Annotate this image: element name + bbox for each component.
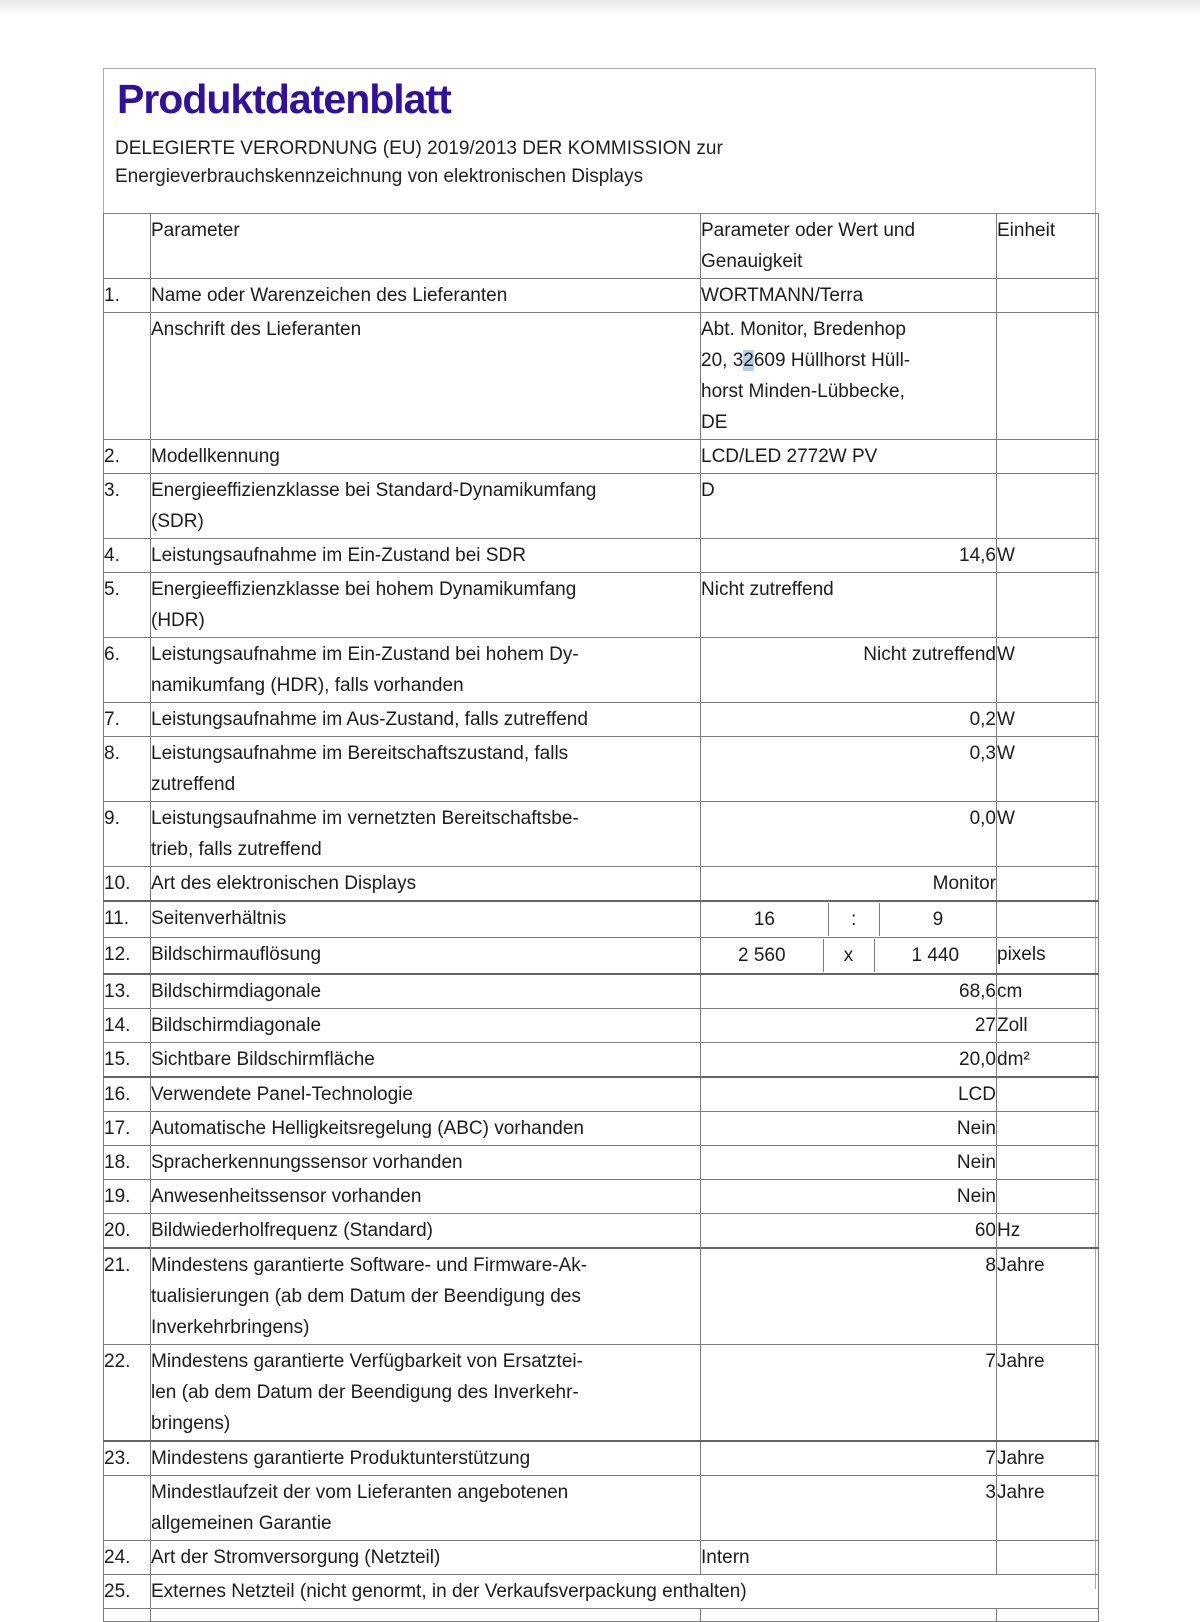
value-subcell: 16 (753, 909, 775, 930)
parameter-cell: Verwendete Panel-Technologie (151, 1077, 701, 1112)
page-title: Produktdatenblatt (117, 76, 451, 122)
value-cell: 20,0 (701, 1043, 997, 1078)
row-number-cell: 14. (104, 1009, 151, 1043)
unit-cell (997, 440, 1099, 474)
parameter-cell: Externes Netzteil (nicht genormt, in der Verkaufsverpackung enthalten) (151, 1575, 1099, 1609)
table-row (104, 638, 1099, 703)
table-row (104, 573, 1099, 638)
value-cell (701, 938, 997, 975)
row-number-cell (104, 313, 151, 440)
unit-cell (997, 1146, 1099, 1180)
doc-subtitle-line2: Energieverbrauchskennzeichnung von elektronischen Displays (115, 165, 644, 187)
value-cell: 68,6 (701, 974, 997, 1009)
parameter-cell: Art des elektronischen Displays (151, 867, 701, 902)
table-row (104, 802, 1099, 867)
unit-cell: W (997, 539, 1099, 573)
unit-cell: W (997, 703, 1099, 737)
header-unit: Einheit (997, 214, 1099, 279)
unit-cell (997, 867, 1099, 902)
parameter-cell: Anwesenheitssensor vorhanden (151, 1180, 701, 1214)
parameter-cell: Mindestens garantierte Produktunterstützung (151, 1441, 701, 1476)
table-row (104, 1146, 1099, 1180)
value-cell: 27 (701, 1009, 997, 1043)
row-number-cell: 12. (104, 938, 151, 975)
value-cell: Intern (701, 1541, 997, 1575)
partial-cell (997, 1609, 1099, 1622)
parameter-cell: Mindestens garantierte Verfügbarkeit von Ersatztei- len (ab dem Datum der Beendigung des Inverkehr- bringens) (151, 1345, 701, 1442)
unit-cell: cm (997, 974, 1099, 1009)
value-cell: 14,6 (701, 539, 997, 573)
row-number-cell: 20. (104, 1214, 151, 1249)
table-row (104, 1112, 1099, 1146)
value-subcell: 9 (879, 903, 996, 936)
value-cell: Monitor (701, 867, 997, 902)
row-number-cell: 10. (104, 867, 151, 902)
value-cell: 60 (701, 1214, 997, 1249)
row-number-cell: 4. (104, 539, 151, 573)
value-cell: LCD/LED 2772W PV (701, 440, 997, 474)
page-top-shadow (0, 0, 1200, 14)
parameter-cell: Leistungsaufnahme im Aus-Zustand, falls zutreffend (151, 703, 701, 737)
row-number-cell: 23. (104, 1441, 151, 1476)
parameter-cell: Art der Stromversorgung (Netzteil) (151, 1541, 701, 1575)
value-cell: D (701, 474, 997, 539)
parameter-cell: Spracherkennungssensor vorhanden (151, 1146, 701, 1180)
value-cell: 8 (701, 1248, 997, 1345)
value-cell (701, 901, 997, 938)
unit-cell: pixels (997, 938, 1099, 975)
table-row (104, 279, 1099, 313)
table-row (104, 539, 1099, 573)
value-cell: 3 (701, 1476, 997, 1541)
table-row (104, 313, 1099, 440)
parameter-cell: Mindestlaufzeit der vom Lieferanten angebotenen allgemeinen Garantie (151, 1476, 701, 1541)
table-row (104, 1476, 1099, 1541)
row-number-cell: 7. (104, 703, 151, 737)
value-subcells (701, 939, 996, 972)
header-parameter: Parameter (151, 214, 701, 279)
unit-cell: W (997, 638, 1099, 703)
row-number-cell: 5. (104, 573, 151, 638)
table-row (104, 1541, 1099, 1575)
table-row (104, 901, 1099, 938)
row-number-cell: 16. (104, 1077, 151, 1112)
table-row (104, 1077, 1099, 1112)
unit-cell: Zoll (997, 1009, 1099, 1043)
value-subcell: 1 440 (874, 939, 997, 972)
parameter-cell: Bildwiederholfrequenz (Standard) (151, 1214, 701, 1249)
unit-cell: W (997, 737, 1099, 802)
row-number-cell: 15. (104, 1043, 151, 1078)
parameter-cell: Name oder Warenzeichen des Lieferanten (151, 279, 701, 313)
partial-cell (151, 1609, 701, 1622)
row-number-cell: 17. (104, 1112, 151, 1146)
value-cell: Nicht zutreffend (701, 573, 997, 638)
unit-cell (997, 1077, 1099, 1112)
parameter-cell: Anschrift des Lieferanten (151, 313, 701, 440)
doc-subtitle-line1: DELEGIERTE VERORDNUNG (EU) 2019/2013 DER KOMMISSION zur (115, 138, 723, 159)
table-row (104, 1441, 1099, 1476)
table-row (104, 440, 1099, 474)
value-cell: Abt. Monitor, Bredenhop 20, 32609 Hüllhorst Hüll- horst Minden-Lübbecke, DE (701, 313, 997, 440)
table-row (104, 1009, 1099, 1043)
table-body (104, 279, 1099, 1622)
parameter-cell: Bildschirmdiagonale (151, 1009, 701, 1043)
table-row (104, 1575, 1099, 1609)
table-row (104, 737, 1099, 802)
unit-cell: Jahre (997, 1248, 1099, 1345)
parameter-cell: Mindestens garantierte Software- und Firmware-Ak- tualisierungen (ab dem Datum der Beendigung des Inverkehrbringens) (151, 1248, 701, 1345)
parameter-cell: Sichtbare Bildschirmfläche (151, 1043, 701, 1078)
parameter-cell: Energieeffizienzklasse bei hohem Dynamikumfang (HDR) (151, 573, 701, 638)
table-row (104, 1043, 1099, 1078)
partial-cell (701, 1609, 997, 1622)
row-number-cell: 13. (104, 974, 151, 1009)
value-subcell: 2 560 (737, 945, 786, 966)
unit-cell (997, 1541, 1099, 1575)
parameter-cell: Energieeffizienzklasse bei Standard-Dynamikumfang (SDR) (151, 474, 701, 539)
unit-cell (997, 474, 1099, 539)
partial-bottom-row (104, 1609, 1099, 1622)
unit-cell (997, 279, 1099, 313)
value-cell: 0,3 (701, 737, 997, 802)
doc-subtitle (115, 135, 1095, 190)
parameter-cell: Leistungsaufnahme im Ein-Zustand bei SDR (151, 539, 701, 573)
header-value: Parameter oder Wert und Genauigkeit (701, 214, 997, 279)
value-subcells (701, 903, 996, 936)
parameter-cell: Seitenverhältnis (151, 901, 701, 938)
value-cell: LCD (701, 1077, 997, 1112)
value-cell: Nein (701, 1180, 997, 1214)
header-row (104, 214, 1099, 279)
header-number-cell (104, 214, 151, 279)
parameter-cell: Bildschirmauflösung (151, 938, 701, 975)
row-number-cell: 2. (104, 440, 151, 474)
table-row (104, 1214, 1099, 1249)
table-row (104, 1180, 1099, 1214)
document-panel (103, 68, 1096, 1602)
table-row (104, 867, 1099, 902)
value-cell: 7 (701, 1441, 997, 1476)
partial-cell (104, 1609, 151, 1622)
unit-cell: dm² (997, 1043, 1099, 1078)
row-number-cell: 22. (104, 1345, 151, 1442)
table-row (104, 703, 1099, 737)
parameter-cell: Leistungsaufnahme im vernetzten Bereitschaftsbe- trieb, falls zutreffend (151, 802, 701, 867)
unit-cell: Jahre (997, 1476, 1099, 1541)
table-row (104, 938, 1099, 975)
unit-cell: W (997, 802, 1099, 867)
row-number-cell: 6. (104, 638, 151, 703)
row-number-cell: 19. (104, 1180, 151, 1214)
product-data-table (103, 213, 1099, 1622)
parameter-cell: Modellkennung (151, 440, 701, 474)
unit-cell (997, 1180, 1099, 1214)
table-row (104, 1345, 1099, 1442)
row-number-cell (104, 1476, 151, 1541)
table-row (104, 974, 1099, 1009)
row-number-cell: 25. (104, 1575, 151, 1609)
row-number-cell: 24. (104, 1541, 151, 1575)
row-number-cell: 18. (104, 1146, 151, 1180)
parameter-cell: Bildschirmdiagonale (151, 974, 701, 1009)
value-cell: WORTMANN/Terra (701, 279, 997, 313)
table-row (104, 1248, 1099, 1345)
value-cell: 0,2 (701, 703, 997, 737)
value-cell: Nicht zutreffend (701, 638, 997, 703)
unit-cell: Jahre (997, 1441, 1099, 1476)
value-cell: 0,0 (701, 802, 997, 867)
value-cell: 7 (701, 1345, 997, 1442)
row-number-cell: 9. (104, 802, 151, 867)
parameter-cell: Leistungsaufnahme im Ein-Zustand bei hohem Dy- namikumfang (HDR), falls vorhanden (151, 638, 701, 703)
row-number-cell: 11. (104, 901, 151, 938)
row-number-cell: 8. (104, 737, 151, 802)
value-cell: Nein (701, 1146, 997, 1180)
value-separator: x (823, 939, 874, 972)
row-number-cell: 3. (104, 474, 151, 539)
unit-cell (997, 573, 1099, 638)
text-highlight: 2 (743, 350, 754, 371)
unit-cell (997, 313, 1099, 440)
parameter-cell: Automatische Helligkeitsregelung (ABC) vorhanden (151, 1112, 701, 1146)
value-cell: Nein (701, 1112, 997, 1146)
table-row (104, 474, 1099, 539)
unit-cell: Hz (997, 1214, 1099, 1249)
unit-cell: Jahre (997, 1345, 1099, 1442)
row-number-cell: 1. (104, 279, 151, 313)
row-number-cell: 21. (104, 1248, 151, 1345)
unit-cell (997, 901, 1099, 938)
parameter-cell: Leistungsaufnahme im Bereitschaftszustand, falls zutreffend (151, 737, 701, 802)
value-separator: : (828, 903, 879, 936)
unit-cell (997, 1112, 1099, 1146)
